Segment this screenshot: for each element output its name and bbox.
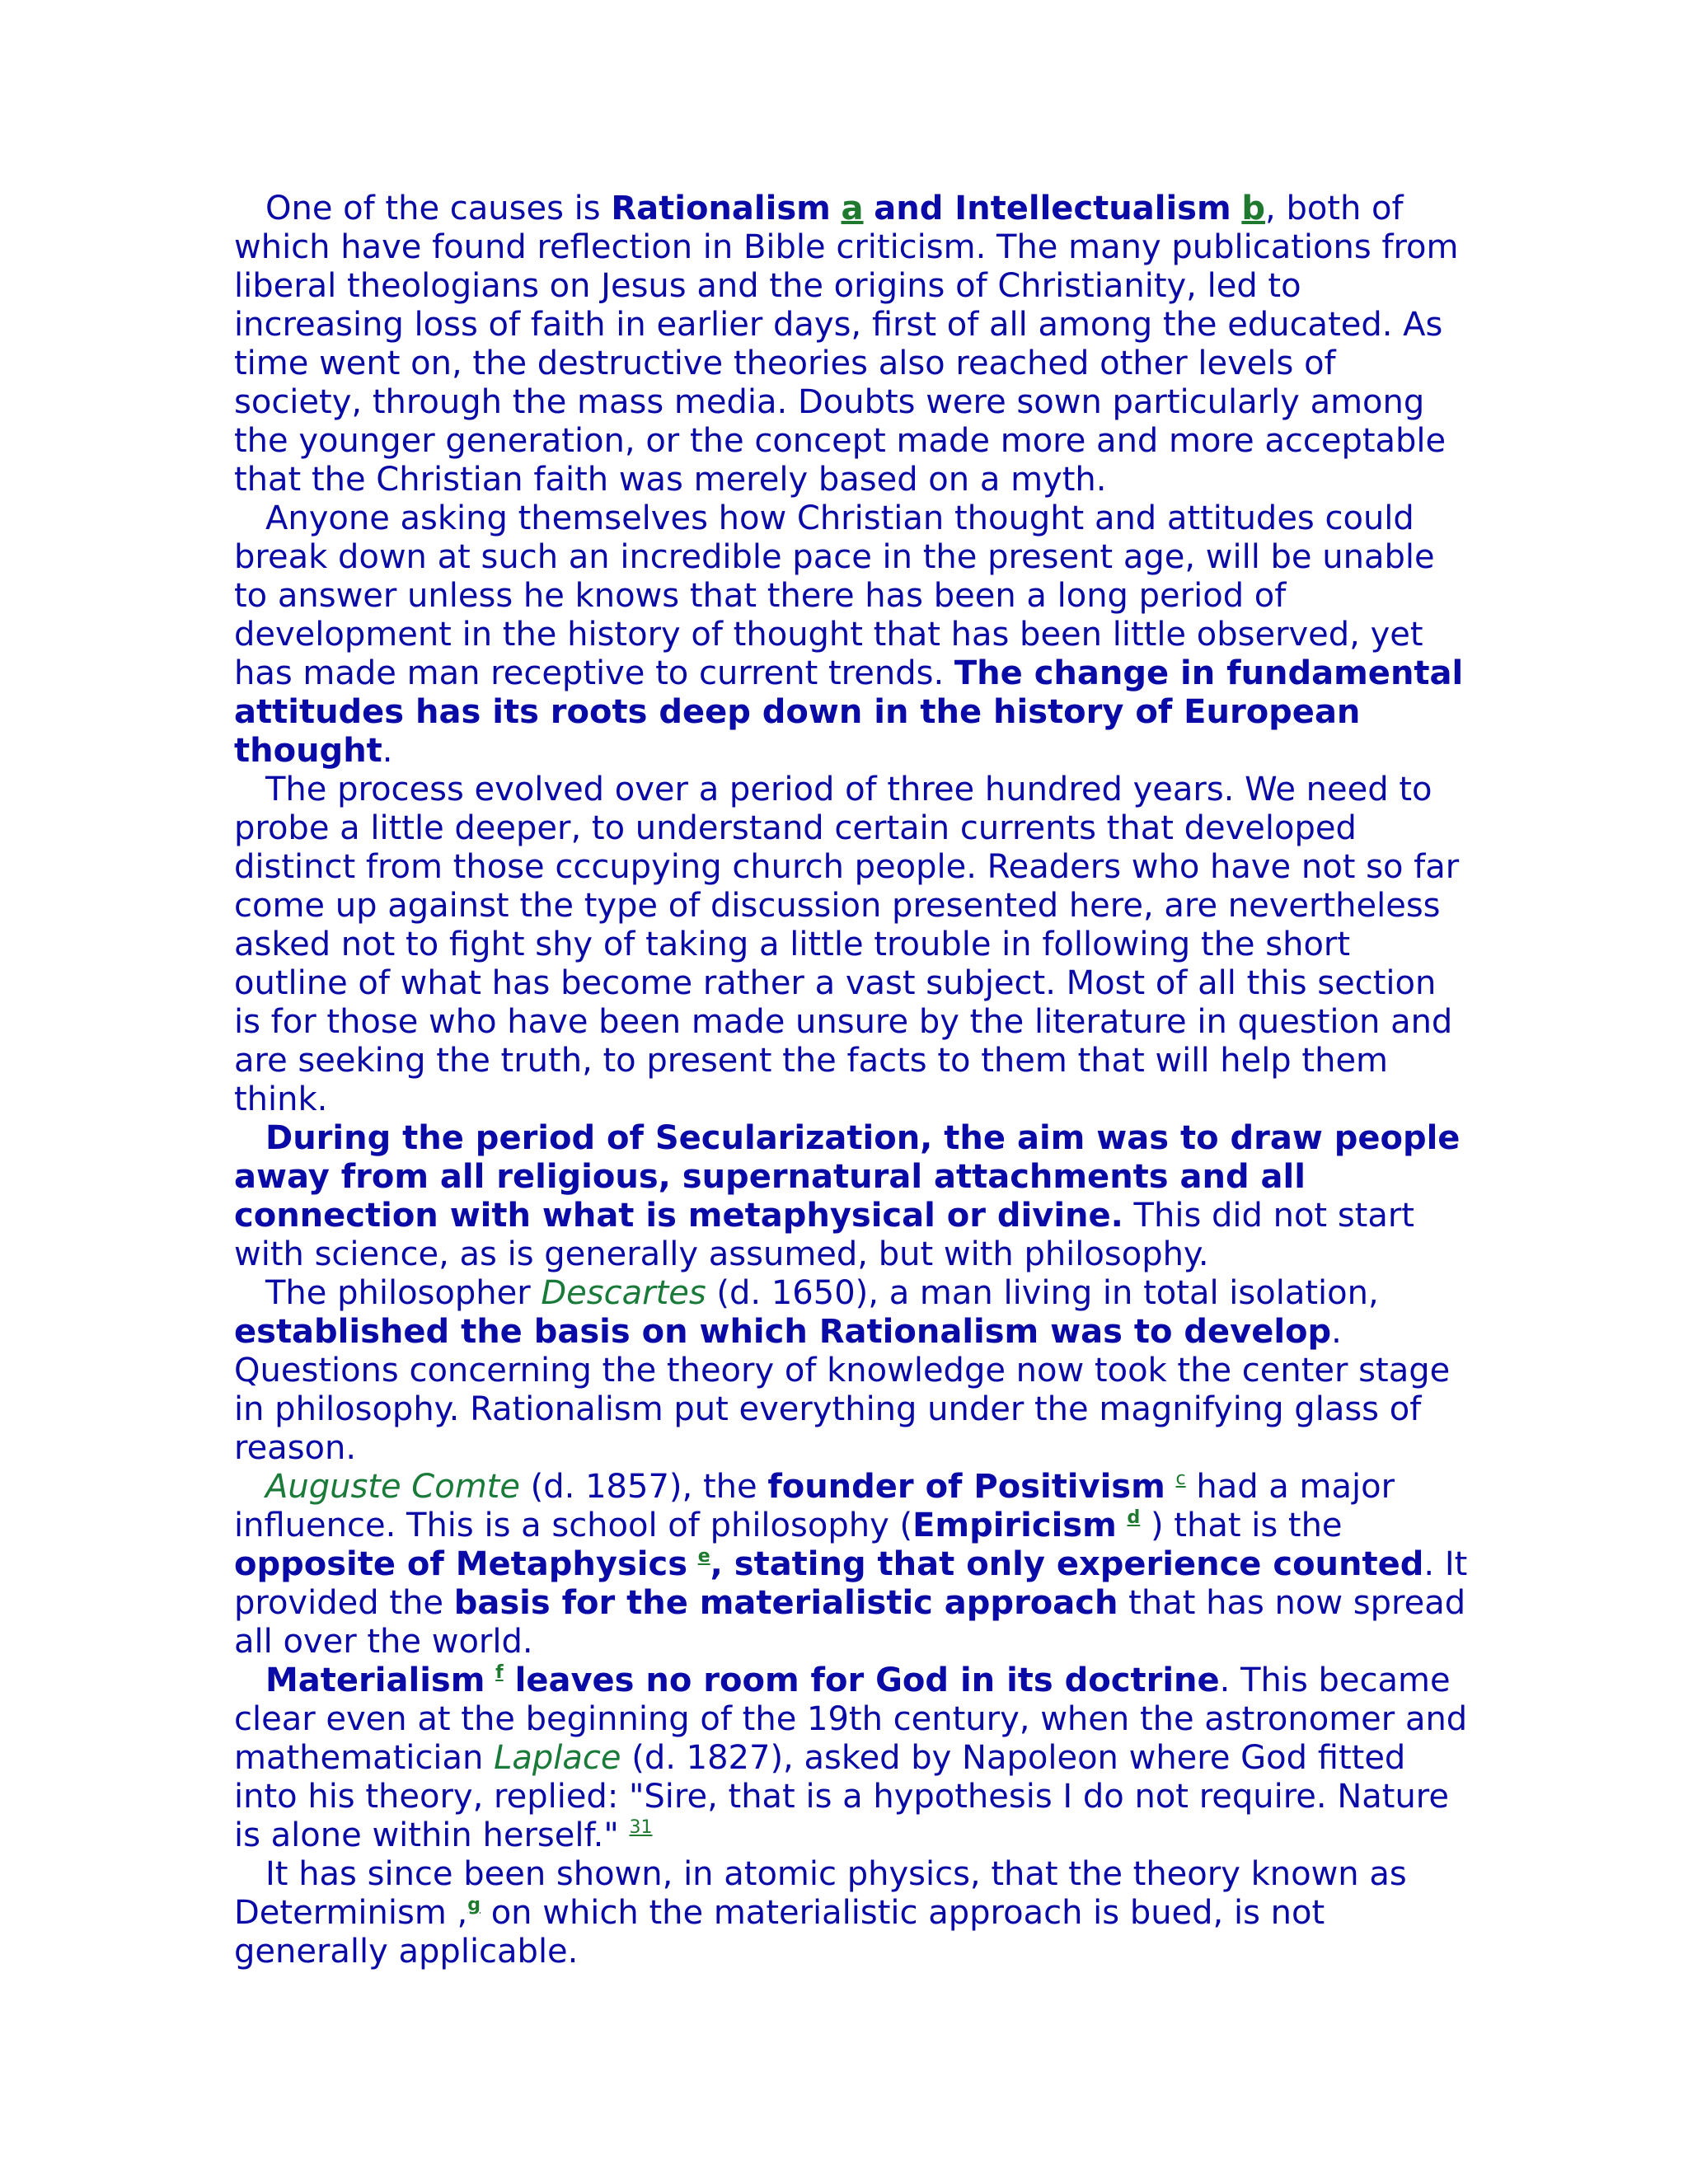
text: , both of which have found reflection in Bible criticism. The many publications from liberal theologians on Jesus and the origins of Christianity, led to increasing loss of faith in earlier days, first of all among the educated. As time went on, the destructive theories also reached other levels of society, through the mass media. Doubts were sown particularly among the younger generation, or the concept made more and more acceptable that the Christian faith was merely based on a myth.	[234, 190, 1459, 499]
emphasis: During the period of Secularization, the aim was to draw people away from all religious, supernatural attachments and all connection with what is metaphysical or divine.	[234, 1119, 1461, 1235]
footnote-link-d[interactable]: d	[1127, 1507, 1141, 1528]
text: had a major influence. This is a school of philosophy (	[234, 1468, 1395, 1544]
person-name-laplace: Laplace	[494, 1739, 621, 1777]
text: Anyone asking themselves how Christian thought and attitudes could break down at such an incredible pace in the present age, will be unable to answer unless he knows that there has been a long period of development in the history of thought that has been little observed, yet has made man receptive to current trends.	[234, 499, 1435, 692]
term-intellectualism: and Intellectualism	[874, 190, 1231, 227]
paragraph-6	[234, 1468, 1470, 1661]
paragraph-1	[234, 190, 1470, 499]
paragraph-8	[234, 1855, 1470, 1971]
document-body	[234, 190, 1470, 1971]
emphasis: The change in fundamental attitudes has its roots deep down in the history of European thought	[234, 654, 1464, 770]
person-name-descartes: Descartes	[541, 1274, 706, 1312]
paragraph-4	[234, 1119, 1470, 1274]
emphasis: established the basis on which Rationalism was to develop	[234, 1313, 1332, 1351]
text: .	[382, 732, 393, 770]
term-metaphysics: opposite of Metaphysics	[234, 1545, 687, 1583]
text: (d. 1857), the	[519, 1468, 768, 1506]
text: (d. 1827), asked by Napoleon where God fitted into his theory, replied: "Sire, that is a hypothesis I do not require. Nature is alone within herself."	[234, 1739, 1449, 1854]
emphasis: , stating that only experience counted	[710, 1545, 1424, 1583]
text: on which the materialistic approach is bued, is not generally applicable.	[234, 1894, 1325, 1971]
text: One of the causes is	[265, 190, 612, 227]
text: ) that is the	[1140, 1507, 1343, 1544]
person-name-comte: Auguste Comte	[265, 1468, 520, 1506]
text: This did not start with science, as is generally assumed, but with philosophy.	[234, 1197, 1414, 1273]
paragraph-5	[234, 1274, 1470, 1468]
paragraph-3	[234, 771, 1470, 1119]
paragraph-2	[234, 499, 1470, 771]
footnote-link-b[interactable]: b	[1241, 190, 1266, 227]
term-materialism: Materialism	[265, 1661, 485, 1699]
footnote-link-31[interactable]: 31	[629, 1817, 653, 1838]
text: . This became clear even at the beginning of the 19th century, when the astronomer and mathematician	[234, 1661, 1468, 1777]
text: . Questions concerning the theory of knowledge now took the center stage in philosophy. Rationalism put everything under the magnifying glass of reason.	[234, 1313, 1451, 1467]
emphasis: basis for the materialistic approach	[453, 1584, 1118, 1622]
term-rationalism: Rationalism	[611, 190, 831, 227]
text: The process evolved over a period of three hundred years. We need to probe a little deeper, to understand certain currents that developed distinct from those cccupying church people. Readers who have not so far come up against the type of discussion presented here, are nevertheless asked not to fight shy of taking a little trouble in following the short outline of what has become rather a vast subject. Most of all this section is for those who have been made unsure by the literature in question and are seeking the truth, to present the facts to them that will help them think.	[234, 771, 1460, 1118]
text: The philosopher	[265, 1274, 542, 1312]
footnote-link-g[interactable]: g	[467, 1895, 481, 1915]
emphasis: leaves no room for God in its doctrine	[503, 1661, 1220, 1699]
text: (d. 1650), a man living in total isolation,	[706, 1274, 1379, 1312]
paragraph-7	[234, 1661, 1470, 1855]
term-positivism: founder of Positivism	[767, 1468, 1165, 1506]
text: . It provided the	[234, 1545, 1468, 1622]
text: that has now spread all over the world.	[234, 1584, 1466, 1661]
footnote-link-c[interactable]: c	[1175, 1469, 1186, 1489]
footnote-link-a[interactable]: a	[841, 190, 864, 227]
term-empiricism: Empiricism	[912, 1507, 1117, 1544]
footnote-link-e[interactable]: e	[697, 1546, 710, 1567]
footnote-link-f[interactable]: f	[495, 1662, 504, 1683]
text: It has since been shown, in atomic physics, that the theory known as Determinism ,	[234, 1855, 1407, 1932]
